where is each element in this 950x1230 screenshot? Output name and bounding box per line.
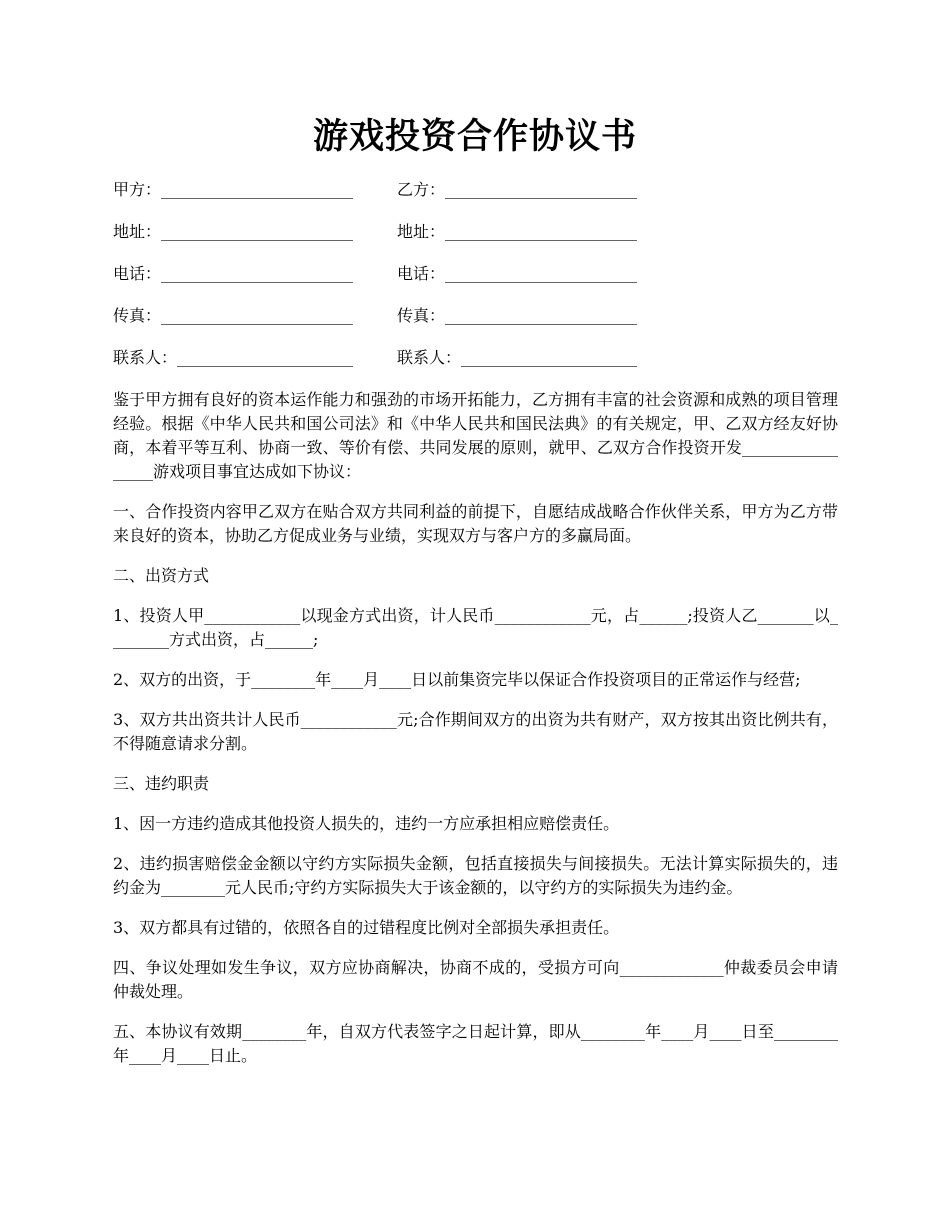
party-row-phone [113, 262, 838, 286]
party-a-phone-field: 电话：________________________ [113, 264, 354, 283]
clause-1-cooperation: 一、合作投资内容甲乙双方在贴合双方共同利益的前提下，自愿结成战略合作伙伴关系，甲方为乙方带来良好的资本，协助乙方促成业务与业绩，实现双方与客户方的多赢局面。 [113, 502, 838, 545]
party-row-fax [113, 304, 838, 328]
breach-item-1: 1、因一方违约造成其他投资人损失的，违约一方应承担相应赔偿责任。 [113, 814, 620, 833]
section-heading-breach: 三、违约职责 [113, 774, 210, 793]
section-heading-investment: 二、出资方式 [113, 566, 210, 585]
party-b-contact-field: 联系人：______________________ [397, 348, 638, 367]
breach-item-3: 3、双方都具有过错的，依照各自的过错程度比例对全部损失承担责任。 [113, 918, 620, 937]
party-a-address-field: 地址：________________________ [113, 222, 354, 241]
party-row-name [113, 178, 838, 202]
breach-item-2: 2、违约损害赔偿金金额以守约方实际损失金额，包括直接损失与间接损失。无法计算实际损失的，违约金为________元人民币;守约方实际损失大于该金额的，以守约方的实际损失为违约金。 [113, 854, 838, 897]
party-a-name-field: 甲方：________________________ [113, 180, 354, 199]
clause-5-term: 五、本协议有效期________年，自双方代表签字之日起计算，即从________年____月____日至________年____月____日止。 [113, 1022, 838, 1065]
investment-item-1: 1、投资人甲____________以现金方式出资，计人民币____________元，占______;投资人乙_______以________方式出资，占______; [113, 606, 838, 649]
party-b-phone-field: 电话：________________________ [397, 264, 638, 283]
party-row-contact [113, 346, 838, 370]
party-b-fax-field: 传真：________________________ [397, 306, 638, 325]
clause-4-dispute: 四、争议处理如发生争议，双方应协商解决，协商不成的，受损方可向_____________仲裁委员会申请仲裁处理。 [113, 958, 838, 1001]
party-b-name-field: 乙方：________________________ [397, 180, 638, 199]
document-title: 游戏投资合作协议书 [312, 116, 637, 157]
preamble-paragraph: 鉴于甲方拥有良好的资本运作能力和强劲的市场开拓能力，乙方拥有丰富的社会资源和成熟的项目管理经验。根据《中华人民共和国公司法》和《中华人民共和国民法典》的有关规定，甲、乙双方经友好协商，本着平等互利、协商一致、等价有偿、共同发展的原则，就甲、乙双方合作投资开发_________________游戏项目事宜达成如下协议： [113, 390, 838, 481]
document-body [113, 178, 838, 1084]
party-b-address-field: 地址：________________________ [397, 222, 638, 241]
party-a-fax-field: 传真：________________________ [113, 306, 354, 325]
party-row-address [113, 220, 838, 244]
party-a-contact-field: 联系人：______________________ [113, 348, 354, 367]
investment-item-2: 2、双方的出资，于________年____月____日以前集资完毕以保证合作投资项目的正常运作与经营; [113, 670, 801, 689]
investment-item-3: 3、双方共出资共计人民币____________元;合作期间双方的出资为共有财产，双方按其出资比例共有，不得随意请求分割。 [113, 710, 838, 753]
